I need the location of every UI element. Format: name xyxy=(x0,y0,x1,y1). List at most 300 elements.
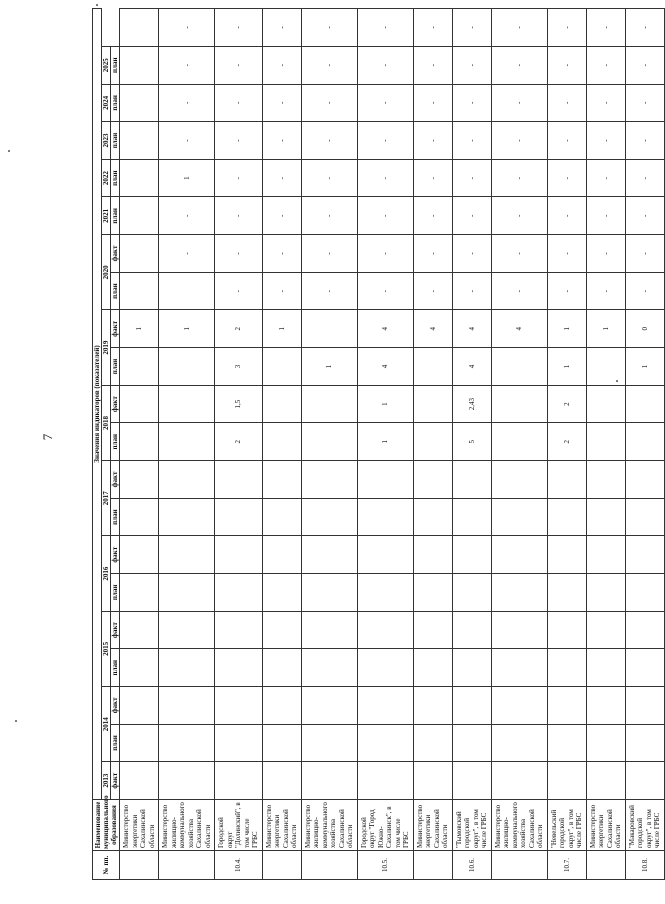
header-year: 2022 xyxy=(102,159,111,197)
value-cell xyxy=(491,649,547,687)
value-cell: 4 xyxy=(452,310,491,348)
value-cell xyxy=(586,536,625,574)
value-cell xyxy=(625,574,664,612)
value-cell xyxy=(491,574,547,612)
row-number: 10.5. xyxy=(357,851,413,880)
value-cell: - xyxy=(215,84,263,122)
value-cell xyxy=(262,348,301,386)
value-cell: - xyxy=(625,235,664,273)
header-group-title: Значения индикаторов (показателей) xyxy=(93,9,102,800)
row-name: Министерство жилищно-коммунального хозяйства Сахалинской области xyxy=(491,800,547,851)
value-cell: 2 xyxy=(215,310,263,348)
value-cell: - xyxy=(625,122,664,160)
value-cell xyxy=(301,423,357,461)
value-cell: - xyxy=(625,159,664,197)
value-cell xyxy=(491,385,547,423)
value-cell xyxy=(301,498,357,536)
value-cell: - xyxy=(625,197,664,235)
value-cell xyxy=(547,574,586,612)
value-cell: - xyxy=(452,46,491,84)
value-cell: - xyxy=(586,84,625,122)
value-cell xyxy=(491,687,547,725)
value-cell: 2 xyxy=(547,423,586,461)
value-cell: - xyxy=(586,46,625,84)
value-cell: 1 xyxy=(357,423,413,461)
row-name: Министерство энергетики Сахалинской области xyxy=(413,800,452,851)
value-cell xyxy=(262,461,301,499)
value-cell: - xyxy=(625,272,664,310)
value-cell: 1 xyxy=(547,348,586,386)
value-cell xyxy=(357,461,413,499)
value-cell: - xyxy=(625,84,664,122)
value-cell xyxy=(120,272,159,310)
value-cell: - xyxy=(215,46,263,84)
header-year: 2018 xyxy=(102,385,111,460)
header-fact: факт xyxy=(111,687,120,725)
header-plan: план xyxy=(111,46,120,84)
value-cell xyxy=(625,498,664,536)
value-cell: - xyxy=(547,84,586,122)
value-cell xyxy=(491,348,547,386)
value-cell xyxy=(215,498,263,536)
value-cell: - xyxy=(547,272,586,310)
value-cell: 1 xyxy=(159,159,215,197)
value-cell: - xyxy=(159,197,215,235)
row-name: Министерство энергетики Сахалинской области xyxy=(586,800,625,851)
value-cell xyxy=(120,687,159,725)
value-cell xyxy=(120,385,159,423)
value-cell xyxy=(159,348,215,386)
value-cell: - xyxy=(215,122,263,160)
value-cell xyxy=(413,649,452,687)
value-cell: - xyxy=(491,235,547,273)
value-cell: - xyxy=(262,84,301,122)
table-row xyxy=(357,9,413,880)
value-cell xyxy=(625,724,664,762)
value-cell: 4 xyxy=(357,310,413,348)
row-number: 10.7. xyxy=(547,851,586,880)
value-cell: - xyxy=(357,197,413,235)
value-cell xyxy=(547,687,586,725)
value-cell xyxy=(586,498,625,536)
header-fact: факт xyxy=(111,611,120,649)
value-cell: - xyxy=(547,197,586,235)
value-cell: - xyxy=(215,9,263,47)
value-cell xyxy=(159,574,215,612)
value-cell xyxy=(586,423,625,461)
value-cell xyxy=(413,385,452,423)
value-cell xyxy=(547,649,586,687)
row-number xyxy=(301,851,357,880)
value-cell xyxy=(120,348,159,386)
value-cell xyxy=(120,536,159,574)
header-year: 2019 xyxy=(102,310,111,385)
value-cell: - xyxy=(413,46,452,84)
table-row xyxy=(413,9,452,880)
value-cell xyxy=(452,498,491,536)
value-cell xyxy=(452,461,491,499)
value-cell xyxy=(413,423,452,461)
value-cell: - xyxy=(301,46,357,84)
value-cell: - xyxy=(625,9,664,47)
value-cell xyxy=(413,687,452,725)
scan-speck xyxy=(96,4,98,6)
value-cell xyxy=(586,611,625,649)
indicators-table xyxy=(92,8,665,880)
value-cell: - xyxy=(452,159,491,197)
value-cell: 4 xyxy=(413,310,452,348)
value-cell xyxy=(586,762,625,800)
header-year: 2023 xyxy=(102,122,111,160)
value-cell xyxy=(357,498,413,536)
value-cell: - xyxy=(215,197,263,235)
value-cell: - xyxy=(452,84,491,122)
value-cell xyxy=(215,687,263,725)
value-cell: 2 xyxy=(547,385,586,423)
value-cell: - xyxy=(586,122,625,160)
scan-speck xyxy=(8,150,10,152)
value-cell: - xyxy=(215,235,263,273)
value-cell: - xyxy=(301,9,357,47)
header-plan: план xyxy=(111,272,120,310)
value-cell xyxy=(413,348,452,386)
scan-speck xyxy=(616,380,618,382)
value-cell xyxy=(357,762,413,800)
value-cell xyxy=(120,498,159,536)
value-cell: - xyxy=(159,122,215,160)
table-row xyxy=(215,9,263,880)
value-cell xyxy=(120,122,159,160)
value-cell xyxy=(120,724,159,762)
value-cell: - xyxy=(413,9,452,47)
value-cell xyxy=(301,687,357,725)
value-cell xyxy=(452,536,491,574)
header-year: 2016 xyxy=(102,536,111,611)
value-cell xyxy=(491,762,547,800)
value-cell xyxy=(159,649,215,687)
value-cell: - xyxy=(413,235,452,273)
value-cell xyxy=(357,536,413,574)
value-cell: 2 xyxy=(215,423,263,461)
value-cell xyxy=(625,423,664,461)
value-cell: - xyxy=(491,197,547,235)
value-cell: - xyxy=(357,84,413,122)
header-year: 2017 xyxy=(102,461,111,536)
table-row xyxy=(301,9,357,880)
value-cell xyxy=(159,536,215,574)
header-plan: план xyxy=(111,159,120,197)
header-plan: план xyxy=(111,423,120,461)
value-cell xyxy=(262,423,301,461)
value-cell xyxy=(491,461,547,499)
value-cell: - xyxy=(413,272,452,310)
value-cell: - xyxy=(586,9,625,47)
header-num: № пп. xyxy=(93,851,120,880)
value-cell: - xyxy=(159,84,215,122)
value-cell xyxy=(413,762,452,800)
value-cell xyxy=(120,611,159,649)
value-cell xyxy=(413,724,452,762)
row-name: "Макаровский городской округ", в том числе ГРБС xyxy=(625,800,664,851)
value-cell xyxy=(301,385,357,423)
value-cell: - xyxy=(262,197,301,235)
header-name: Наименование муниципального образования xyxy=(94,795,118,849)
value-cell xyxy=(120,461,159,499)
value-cell: - xyxy=(215,159,263,197)
value-cell: - xyxy=(586,159,625,197)
value-cell: - xyxy=(547,159,586,197)
header-plan: план xyxy=(111,84,120,122)
row-name: Городской округ "Долинский", в том числе ГРБС xyxy=(215,800,263,851)
value-cell xyxy=(586,649,625,687)
value-cell: - xyxy=(301,272,357,310)
value-cell: 4 xyxy=(491,310,547,348)
value-cell xyxy=(301,611,357,649)
value-cell: - xyxy=(262,122,301,160)
value-cell xyxy=(262,649,301,687)
table-row xyxy=(586,9,625,880)
value-cell: 4 xyxy=(452,348,491,386)
value-cell: - xyxy=(491,159,547,197)
value-cell xyxy=(452,687,491,725)
value-cell: 1 xyxy=(301,348,357,386)
value-cell: - xyxy=(452,197,491,235)
value-cell: 1 xyxy=(586,310,625,348)
header-fact: факт xyxy=(111,385,120,423)
row-number xyxy=(413,851,452,880)
value-cell xyxy=(301,724,357,762)
value-cell xyxy=(301,536,357,574)
value-cell: - xyxy=(357,159,413,197)
value-cell xyxy=(215,762,263,800)
value-cell: - xyxy=(301,122,357,160)
value-cell xyxy=(159,611,215,649)
row-name: Министерство энергетики Сахалинской области xyxy=(262,800,301,851)
header-fact: факт xyxy=(111,762,120,800)
value-cell xyxy=(357,649,413,687)
rotated-table-container xyxy=(92,8,661,880)
value-cell: - xyxy=(159,235,215,273)
value-cell xyxy=(159,272,215,310)
row-number: 10.4. xyxy=(215,851,263,880)
value-cell xyxy=(357,611,413,649)
value-cell xyxy=(413,536,452,574)
value-cell: 4 xyxy=(357,348,413,386)
value-cell xyxy=(625,649,664,687)
row-number xyxy=(120,851,159,880)
table-row xyxy=(452,9,491,880)
value-cell xyxy=(159,724,215,762)
value-cell xyxy=(452,574,491,612)
value-cell xyxy=(547,461,586,499)
header-fact: факт xyxy=(111,536,120,574)
table-row xyxy=(262,9,301,880)
value-cell: 1 xyxy=(625,348,664,386)
value-cell xyxy=(491,724,547,762)
value-cell xyxy=(262,498,301,536)
value-cell: - xyxy=(357,9,413,47)
value-cell xyxy=(586,724,625,762)
value-cell: 1 xyxy=(547,310,586,348)
value-cell xyxy=(586,348,625,386)
value-cell: - xyxy=(357,235,413,273)
value-cell: - xyxy=(357,272,413,310)
value-cell xyxy=(547,611,586,649)
scan-speck xyxy=(15,720,17,722)
value-cell xyxy=(547,724,586,762)
value-cell xyxy=(491,498,547,536)
header-year: 2014 xyxy=(102,687,111,762)
value-cell xyxy=(262,611,301,649)
value-cell xyxy=(625,611,664,649)
value-cell: - xyxy=(301,84,357,122)
value-cell xyxy=(413,461,452,499)
value-cell xyxy=(159,385,215,423)
value-cell: 1 xyxy=(357,385,413,423)
value-cell: - xyxy=(452,272,491,310)
value-cell xyxy=(586,385,625,423)
value-cell: 2,43 xyxy=(452,385,491,423)
value-cell xyxy=(215,649,263,687)
value-cell: - xyxy=(625,46,664,84)
value-cell xyxy=(625,687,664,725)
value-cell xyxy=(215,724,263,762)
value-cell: - xyxy=(413,159,452,197)
value-cell xyxy=(262,762,301,800)
row-name: Министерство энергетики Сахалинской области xyxy=(120,800,159,851)
value-cell: - xyxy=(547,9,586,47)
header-year: 2025 xyxy=(102,46,111,84)
value-cell: - xyxy=(452,122,491,160)
value-cell xyxy=(159,687,215,725)
value-cell xyxy=(120,197,159,235)
value-cell xyxy=(547,762,586,800)
value-cell: - xyxy=(547,46,586,84)
value-cell: - xyxy=(262,235,301,273)
value-cell: - xyxy=(452,9,491,47)
row-number xyxy=(262,851,301,880)
header-plan: план xyxy=(111,649,120,687)
value-cell xyxy=(452,649,491,687)
value-cell xyxy=(262,385,301,423)
value-cell xyxy=(547,498,586,536)
row-name: "Тымовский городской округ", в том числе ГРБС xyxy=(452,800,491,851)
value-cell: - xyxy=(547,122,586,160)
value-cell xyxy=(586,461,625,499)
value-cell: - xyxy=(413,197,452,235)
header-year: 2024 xyxy=(102,84,111,122)
value-cell: - xyxy=(491,272,547,310)
value-cell: - xyxy=(262,159,301,197)
value-cell xyxy=(215,611,263,649)
value-cell: - xyxy=(586,272,625,310)
value-cell: 1,5 xyxy=(215,385,263,423)
header-plan: план xyxy=(111,197,120,235)
value-cell xyxy=(547,536,586,574)
value-cell xyxy=(159,461,215,499)
value-cell: - xyxy=(491,46,547,84)
row-name: Министерство жилищно-коммунального хозяйства Сахалинской области xyxy=(159,800,215,851)
value-cell: 5 xyxy=(452,423,491,461)
value-cell xyxy=(262,574,301,612)
value-cell xyxy=(586,574,625,612)
value-cell: - xyxy=(262,46,301,84)
value-cell: - xyxy=(159,9,215,47)
header-fact: факт xyxy=(111,235,120,273)
value-cell: - xyxy=(262,9,301,47)
value-cell: - xyxy=(357,122,413,160)
value-cell: - xyxy=(491,9,547,47)
value-cell: 1 xyxy=(159,310,215,348)
row-name: Городской округ "Город Южно-Сахалинск", в том числе ГРБС xyxy=(357,800,413,851)
value-cell xyxy=(625,385,664,423)
value-cell: 1 xyxy=(262,310,301,348)
value-cell xyxy=(301,461,357,499)
value-cell xyxy=(413,611,452,649)
value-cell: - xyxy=(215,272,263,310)
table-row xyxy=(120,9,159,880)
value-cell: 0 xyxy=(625,310,664,348)
value-cell xyxy=(120,649,159,687)
table-row xyxy=(625,9,664,880)
value-cell: - xyxy=(452,235,491,273)
row-number: 10.6. xyxy=(452,851,491,880)
header-plan: план xyxy=(111,348,120,386)
row-number xyxy=(159,851,215,880)
value-cell xyxy=(491,611,547,649)
header-plan: план xyxy=(111,574,120,612)
header-fact: факт xyxy=(111,461,120,499)
value-cell xyxy=(215,461,263,499)
value-cell xyxy=(159,423,215,461)
value-cell xyxy=(357,687,413,725)
value-cell: - xyxy=(413,122,452,160)
header-year: 2013 xyxy=(102,762,111,800)
value-cell xyxy=(452,724,491,762)
value-cell xyxy=(159,498,215,536)
value-cell: - xyxy=(301,159,357,197)
value-cell xyxy=(120,9,159,47)
table-row xyxy=(159,9,215,880)
header-fact: факт xyxy=(111,310,120,348)
value-cell: - xyxy=(491,84,547,122)
value-cell xyxy=(215,536,263,574)
value-cell xyxy=(301,574,357,612)
value-cell xyxy=(452,762,491,800)
value-cell xyxy=(301,310,357,348)
header-year: 2020 xyxy=(102,235,111,310)
value-cell xyxy=(262,536,301,574)
value-cell: - xyxy=(491,122,547,160)
value-cell xyxy=(586,687,625,725)
value-cell: - xyxy=(357,46,413,84)
value-cell: - xyxy=(413,84,452,122)
value-cell: - xyxy=(586,197,625,235)
value-cell xyxy=(625,762,664,800)
value-cell xyxy=(625,461,664,499)
value-cell xyxy=(120,762,159,800)
table-row xyxy=(491,9,547,880)
value-cell xyxy=(120,574,159,612)
value-cell xyxy=(262,687,301,725)
header-plan: план xyxy=(111,498,120,536)
value-cell xyxy=(413,574,452,612)
header-year: 2015 xyxy=(102,611,111,686)
value-cell xyxy=(413,498,452,536)
value-cell xyxy=(301,649,357,687)
value-cell xyxy=(159,762,215,800)
header-year: 2021 xyxy=(102,197,111,235)
